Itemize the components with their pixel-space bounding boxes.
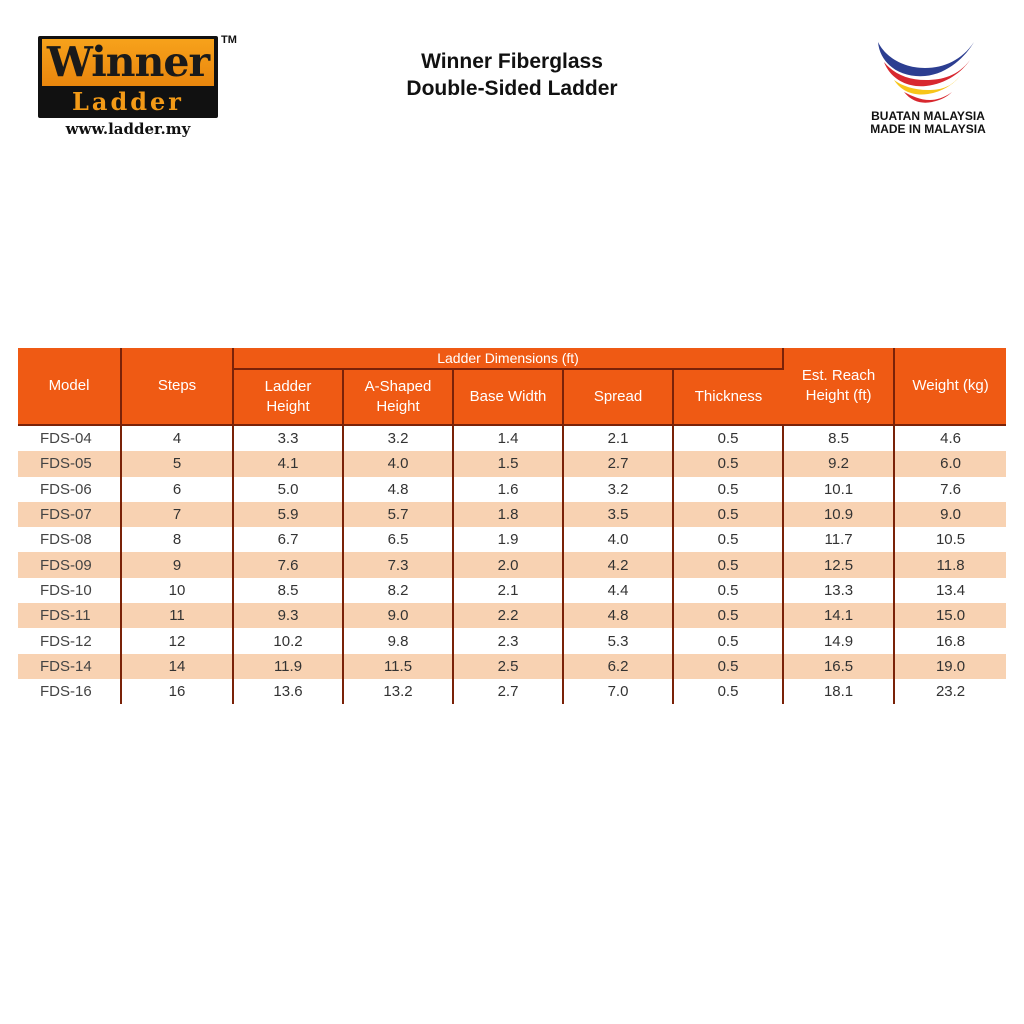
badge-line-2: MADE IN MALAYSIA xyxy=(870,122,986,136)
cell-base-width: 1.8 xyxy=(453,502,563,527)
cell-a-shaped-height: 5.7 xyxy=(343,502,453,527)
cell-steps: 14 xyxy=(121,654,233,679)
cell-spread: 4.2 xyxy=(563,552,673,577)
header-reach-height xyxy=(783,348,894,425)
header-base-width: Base Width xyxy=(453,369,563,425)
cell-ladder-height: 9.3 xyxy=(233,603,343,628)
cell-a-shaped-height: 8.2 xyxy=(343,578,453,603)
cell-steps: 16 xyxy=(121,679,233,704)
table-row xyxy=(18,502,1006,527)
cell-model: FDS-10 xyxy=(18,578,121,603)
header-weight: Weight (kg) xyxy=(894,348,1006,425)
cell-spread: 3.2 xyxy=(563,477,673,502)
cell-base-width: 2.3 xyxy=(453,628,563,653)
cell-weight: 10.5 xyxy=(894,527,1006,552)
cell-model: FDS-05 xyxy=(18,451,121,476)
header-ladder-height-line-2: Height xyxy=(266,398,310,415)
header-thickness: Thickness xyxy=(673,369,783,425)
cell-a-shaped-height: 9.0 xyxy=(343,603,453,628)
cell-a-shaped-height: 7.3 xyxy=(343,552,453,577)
cell-ladder-height: 6.7 xyxy=(233,527,343,552)
cell-spread: 4.4 xyxy=(563,578,673,603)
logo-bottom-text: Ladder xyxy=(42,88,214,115)
cell-reach-height: 10.9 xyxy=(783,502,894,527)
table-row xyxy=(18,477,1006,502)
cell-thickness: 0.5 xyxy=(673,654,783,679)
cell-spread: 6.2 xyxy=(563,654,673,679)
cell-ladder-height: 11.9 xyxy=(233,654,343,679)
cell-weight: 16.8 xyxy=(894,628,1006,653)
header-a-shaped-height xyxy=(343,369,453,425)
cell-thickness: 0.5 xyxy=(673,527,783,552)
cell-thickness: 0.5 xyxy=(673,628,783,653)
cell-reach-height: 12.5 xyxy=(783,552,894,577)
cell-a-shaped-height: 3.2 xyxy=(343,425,453,451)
cell-model: FDS-12 xyxy=(18,628,121,653)
table-row xyxy=(18,628,1006,653)
cell-base-width: 2.0 xyxy=(453,552,563,577)
cell-reach-height: 10.1 xyxy=(783,477,894,502)
cell-thickness: 0.5 xyxy=(673,552,783,577)
cell-weight: 4.6 xyxy=(894,425,1006,451)
cell-a-shaped-height: 13.2 xyxy=(343,679,453,704)
header-reach-line-1: Est. Reach xyxy=(801,367,876,384)
table-row xyxy=(18,552,1006,577)
title-line-1: Winner Fiberglass xyxy=(421,50,603,73)
header-spread: Spread xyxy=(563,369,673,425)
cell-steps: 9 xyxy=(121,552,233,577)
cell-model: FDS-04 xyxy=(18,425,121,451)
website-url: www.ladder.my xyxy=(65,120,191,138)
malaysia-flag-swoosh-icon xyxy=(870,34,980,110)
ladder-spec-table xyxy=(18,348,1006,704)
cell-ladder-height: 13.6 xyxy=(233,679,343,704)
table-row xyxy=(18,527,1006,552)
cell-weight: 7.6 xyxy=(894,477,1006,502)
cell-thickness: 0.5 xyxy=(673,502,783,527)
cell-ladder-height: 7.6 xyxy=(233,552,343,577)
header-ladder-dimensions: Ladder Dimensions (ft) xyxy=(233,348,783,369)
cell-model: FDS-06 xyxy=(18,477,121,502)
cell-weight: 23.2 xyxy=(894,679,1006,704)
cell-reach-height: 9.2 xyxy=(783,451,894,476)
cell-thickness: 0.5 xyxy=(673,425,783,451)
cell-weight: 15.0 xyxy=(894,603,1006,628)
table-row xyxy=(18,578,1006,603)
cell-spread: 5.3 xyxy=(563,628,673,653)
logo-top-text: Winner xyxy=(42,39,214,86)
cell-steps: 6 xyxy=(121,477,233,502)
cell-spread: 2.7 xyxy=(563,451,673,476)
cell-base-width: 1.9 xyxy=(453,527,563,552)
cell-spread: 4.0 xyxy=(563,527,673,552)
cell-base-width: 2.5 xyxy=(453,654,563,679)
cell-thickness: 0.5 xyxy=(673,451,783,476)
table-row xyxy=(18,451,1006,476)
cell-ladder-height: 5.0 xyxy=(233,477,343,502)
cell-steps: 4 xyxy=(121,425,233,451)
cell-ladder-height: 4.1 xyxy=(233,451,343,476)
cell-a-shaped-height: 6.5 xyxy=(343,527,453,552)
cell-steps: 11 xyxy=(121,603,233,628)
table-row xyxy=(18,654,1006,679)
cell-a-shaped-height: 9.8 xyxy=(343,628,453,653)
winner-ladder-logo xyxy=(38,36,218,118)
cell-ladder-height: 10.2 xyxy=(233,628,343,653)
cell-spread: 4.8 xyxy=(563,603,673,628)
cell-thickness: 0.5 xyxy=(673,477,783,502)
table-row xyxy=(18,603,1006,628)
title-line-2: Double-Sided Ladder xyxy=(406,77,618,100)
cell-model: FDS-14 xyxy=(18,654,121,679)
cell-reach-height: 11.7 xyxy=(783,527,894,552)
table-row xyxy=(18,679,1006,704)
cell-weight: 11.8 xyxy=(894,552,1006,577)
cell-base-width: 1.6 xyxy=(453,477,563,502)
header-reach-line-2: Height (ft) xyxy=(805,387,872,404)
cell-model: FDS-16 xyxy=(18,679,121,704)
cell-spread: 7.0 xyxy=(563,679,673,704)
header-ladder-height-line-1: Ladder xyxy=(264,378,312,395)
cell-steps: 12 xyxy=(121,628,233,653)
cell-model: FDS-08 xyxy=(18,527,121,552)
cell-spread: 2.1 xyxy=(563,425,673,451)
page-title xyxy=(312,48,712,102)
cell-base-width: 2.1 xyxy=(453,578,563,603)
cell-a-shaped-height: 11.5 xyxy=(343,654,453,679)
cell-base-width: 2.2 xyxy=(453,603,563,628)
table-body xyxy=(18,425,1006,704)
table-row xyxy=(18,425,1006,451)
cell-weight: 6.0 xyxy=(894,451,1006,476)
cell-weight: 19.0 xyxy=(894,654,1006,679)
cell-steps: 7 xyxy=(121,502,233,527)
cell-reach-height: 14.9 xyxy=(783,628,894,653)
badge-line-1: BUATAN MALAYSIA xyxy=(871,109,985,123)
cell-base-width: 1.4 xyxy=(453,425,563,451)
header-model: Model xyxy=(18,348,121,425)
cell-thickness: 0.5 xyxy=(673,679,783,704)
cell-a-shaped-height: 4.8 xyxy=(343,477,453,502)
cell-spread: 3.5 xyxy=(563,502,673,527)
cell-ladder-height: 3.3 xyxy=(233,425,343,451)
cell-weight: 13.4 xyxy=(894,578,1006,603)
cell-ladder-height: 5.9 xyxy=(233,502,343,527)
cell-reach-height: 13.3 xyxy=(783,578,894,603)
cell-ladder-height: 8.5 xyxy=(233,578,343,603)
made-in-malaysia-badge xyxy=(848,110,1008,136)
cell-base-width: 1.5 xyxy=(453,451,563,476)
cell-thickness: 0.5 xyxy=(673,578,783,603)
cell-model: FDS-11 xyxy=(18,603,121,628)
header-ladder-height xyxy=(233,369,343,425)
header-steps: Steps xyxy=(121,348,233,425)
header-a-shaped-line-1: A-Shaped xyxy=(364,378,432,395)
cell-reach-height: 16.5 xyxy=(783,654,894,679)
cell-thickness: 0.5 xyxy=(673,603,783,628)
cell-weight: 9.0 xyxy=(894,502,1006,527)
cell-a-shaped-height: 4.0 xyxy=(343,451,453,476)
cell-reach-height: 14.1 xyxy=(783,603,894,628)
trademark-symbol: TM xyxy=(221,34,237,46)
cell-steps: 5 xyxy=(121,451,233,476)
header-a-shaped-line-2: Height xyxy=(376,398,420,415)
cell-base-width: 2.7 xyxy=(453,679,563,704)
cell-model: FDS-07 xyxy=(18,502,121,527)
cell-model: FDS-09 xyxy=(18,552,121,577)
cell-steps: 8 xyxy=(121,527,233,552)
cell-reach-height: 18.1 xyxy=(783,679,894,704)
cell-steps: 10 xyxy=(121,578,233,603)
cell-reach-height: 8.5 xyxy=(783,425,894,451)
